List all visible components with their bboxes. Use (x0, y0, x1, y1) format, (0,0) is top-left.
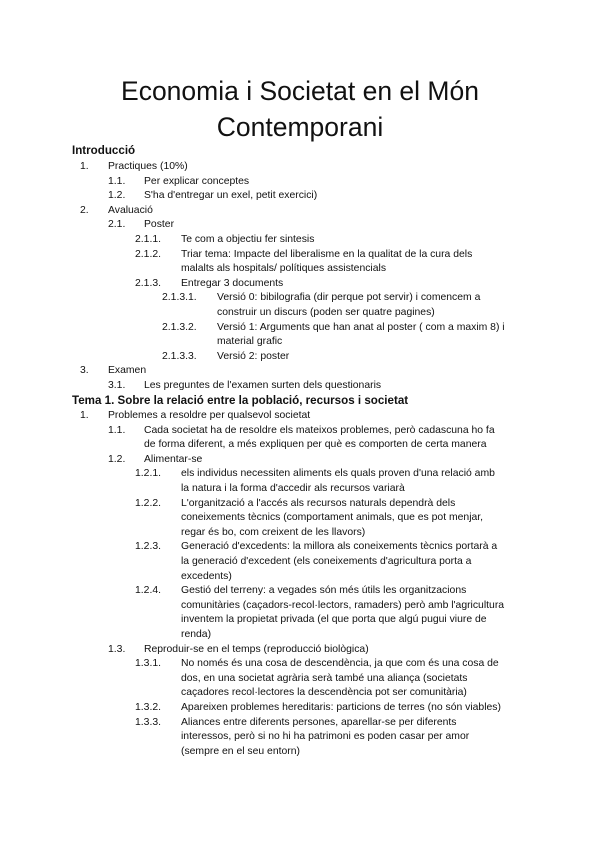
outline-item-text: (sempre en el seu entorn) (181, 745, 300, 757)
outline-item (0, 160, 600, 175)
outline-item (0, 277, 600, 292)
outline-item (0, 189, 600, 204)
outline-item-number: 2.1.3.1. (162, 292, 197, 304)
outline-item (0, 716, 600, 760)
outline-item-text: Poster (144, 219, 175, 231)
outline-item-text: inventem la propietat privada (el que porta que algú pugui viure de (181, 614, 487, 626)
outline-item (0, 379, 600, 394)
outline-item-text: Versió 0: bibilografia (dir perque pot servir) i comencem a (217, 292, 481, 304)
outline-item-text: Avaluació (108, 204, 153, 216)
outline-item (0, 175, 600, 190)
outline-item-text: Problemes a resoldre per qualsevol societat (108, 410, 311, 421)
outline-item-number: 2.1.2. (135, 248, 161, 260)
section-heading-tema1: Tema 1. Sobre la relació entre la població, recursos i societat (72, 394, 409, 407)
outline-item-text: Versió 1: Arguments que han anat al poster ( com a maxim 8) i (217, 321, 505, 333)
outline-item-text: Per explicar conceptes (144, 175, 250, 187)
outline-item (0, 321, 600, 350)
outline-item (0, 584, 600, 642)
outline-item-text: els individus necessiten aliments els quals proven d'una relació amb (181, 468, 495, 480)
outline-item (0, 350, 600, 365)
outline-item-text: Triar tema: Impacte del liberalisme en la qualitat de la cura dels (181, 248, 473, 260)
outline-item (0, 248, 600, 277)
outline-item-text: coneixements tècnics (comportament animals, que es pot menjar, (181, 512, 484, 524)
outline-item (0, 497, 600, 541)
outline-item-number: 1.3.1. (135, 658, 161, 670)
outline-item (0, 540, 600, 584)
outline-item-number: 1. (80, 410, 89, 421)
outline-item-text: regar és bo, com creixent de les llavors) (181, 526, 366, 538)
outline-item-text: L'organització a l'accés als recursos naturals dependrà dels (181, 497, 456, 509)
outline-item-number: 3. (80, 365, 89, 377)
outline-item-number: 1.2. (108, 453, 126, 465)
outline-item-text: Practiques (10%) (108, 161, 188, 172)
outline-item-text: la natura i la forma d'accedir als recursos variarà (181, 482, 405, 494)
outline-item-text: excedents) (181, 570, 232, 582)
outline-item-text: Reproduir-se en el temps (reproducció biològica) (144, 643, 369, 655)
outline-item-number: 1.3.3. (135, 716, 161, 728)
outline-item-text: comunitàries (caçadors-recol·lectors, ramaders) però amb l'agricultura (181, 599, 505, 611)
outline-item-text: de forma diferent, a més expliquen per què es comporten de certa manera (144, 439, 487, 451)
outline-item-text: renda) (181, 628, 212, 640)
outline-item-text: Generació d'excedents: la millora als coneixements tècnics portarà a (181, 541, 498, 553)
outline-item (0, 643, 600, 658)
outline-item-number: 2.1.3. (135, 277, 161, 289)
outline-item (0, 364, 600, 379)
outline-item-number: 1.2. (108, 190, 126, 202)
outline-item-text: caçadores recol·lectores la descendència pot ser comunitària) (181, 687, 467, 699)
outline-item-text: S'ha d'entregar un exel, petit exercici) (144, 190, 318, 202)
outline-item-text: dos, en una societat agrària serà també una aliança (societats (181, 672, 468, 684)
outline-item-text: No només és una cosa de descendència, ja que com és una cosa de (181, 658, 499, 670)
outline-item-text: la generació d'excedent (els coneixements d'agricultura porta a (181, 555, 472, 567)
outline-item-number: 1.2.2. (135, 497, 161, 509)
outline-item-text: Entregar 3 documents (181, 277, 284, 289)
outline-item-number: 1.1. (108, 424, 126, 436)
outline-item-number: 1.1. (108, 175, 126, 187)
outline-item-text: Examen (108, 365, 147, 377)
outline-item (0, 701, 600, 716)
outline-item (0, 291, 600, 320)
outline-item-text: Gestió del terreny: a vegades són més útils les organitzacions (181, 585, 467, 597)
outline-item-text: Aliances entre diferents persones, aparellar-se per diferents (181, 716, 457, 728)
document-title-line-2: Contemporani (216, 112, 384, 142)
outline-item (0, 453, 600, 468)
outline-item-text: construir un discurs (poden ser quatre pagines) (217, 306, 435, 318)
outline-item-number: 1.2.4. (135, 585, 161, 597)
section-heading-introduccio: Introducció (72, 144, 136, 157)
outline-item-text: Cada societat ha de resoldre els mateixos problemes, però cadascuna ho fa (144, 424, 495, 436)
outline-item-text: Les preguntes de l'examen surten dels questionaris (144, 380, 382, 391)
outline-item (0, 204, 600, 219)
outline-item-text: Versió 2: poster (217, 350, 290, 362)
outline-item-text: Apareixen problemes hereditaris: particions de terres (no són viables) (181, 702, 501, 713)
outline-item-number: 1.3.2. (135, 702, 161, 713)
outline-item (0, 218, 600, 233)
outline-item (0, 409, 600, 424)
outline-item-text: interessos, però si no hi ha patrimoni es poden casar per amor (181, 731, 470, 743)
outline-item-number: 1.2.3. (135, 541, 161, 553)
outline-item-number: 1. (80, 161, 89, 172)
outline-item-text: Alimentar-se (144, 453, 203, 465)
outline-item-number: 1.3. (108, 643, 126, 655)
outline-item (0, 467, 600, 496)
outline-item-number: 2.1.3.3. (162, 350, 197, 362)
document-title-line-1: Economia i Societat en el Món (121, 76, 479, 106)
outline-item-number: 1.2.1. (135, 468, 161, 480)
outline-item (0, 424, 600, 453)
outline-item (0, 233, 600, 248)
outline-item-text: Te com a objectiu fer sintesis (181, 234, 315, 245)
outline-item-number: 3.1. (108, 380, 126, 391)
outline-item (0, 657, 600, 701)
outline-item-text: malalts als hospitals/ polítiques assistencials (181, 263, 387, 275)
outline-item-number: 2.1.3.2. (162, 321, 197, 333)
outline-item-number: 2.1. (108, 219, 126, 231)
outline-item-number: 2.1.1. (135, 234, 161, 245)
outline-item-text: material grafic (217, 336, 283, 348)
outline-item-number: 2. (80, 204, 89, 216)
